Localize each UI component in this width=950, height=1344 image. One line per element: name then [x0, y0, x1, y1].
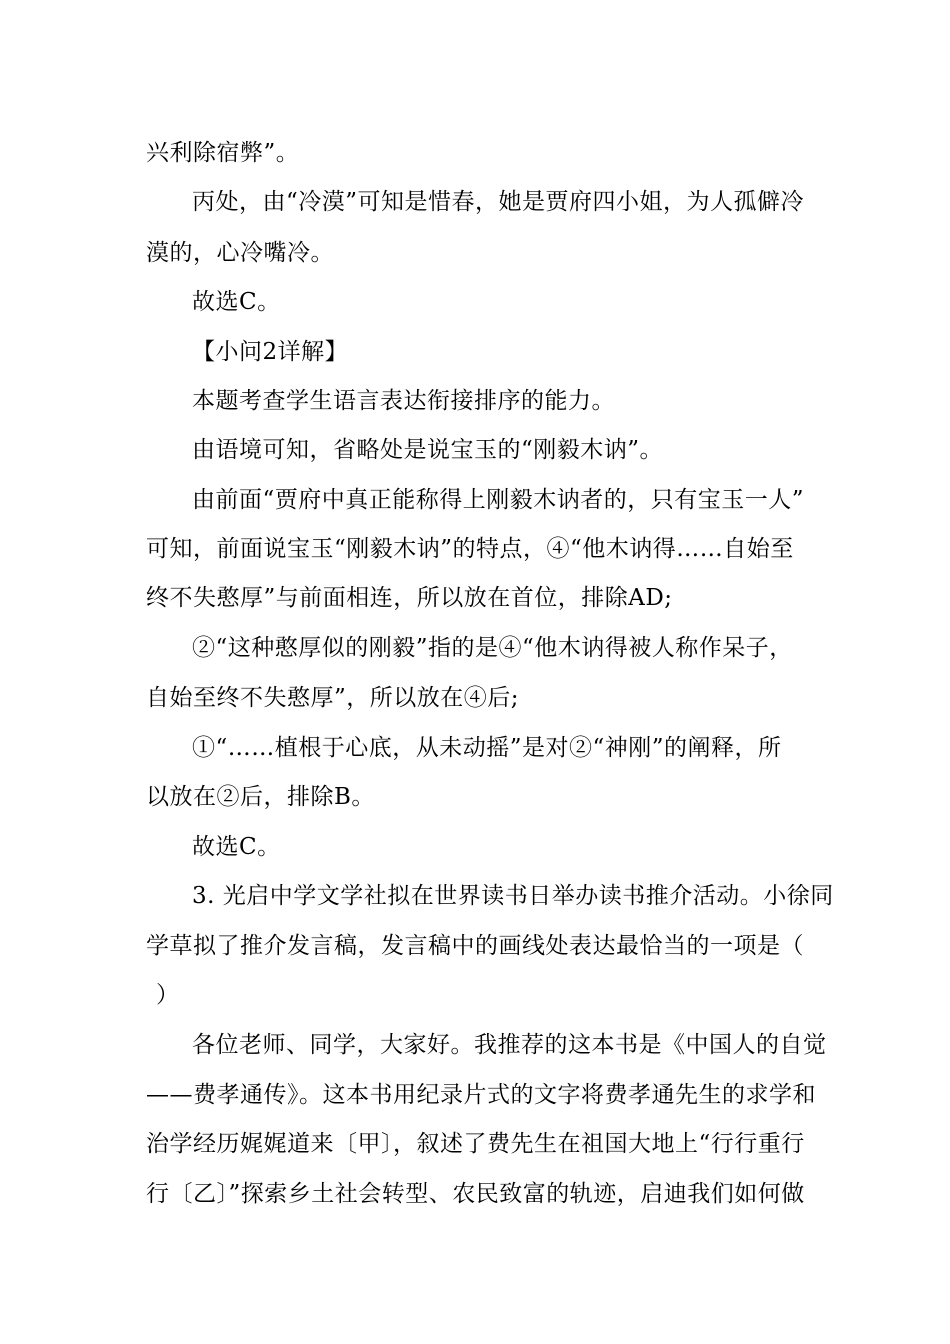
- text-line: ①“……植根于心底，从未动摇”是对②“神刚”的阐释，所: [192, 735, 782, 761]
- text-line: 终不失憨厚”与前面相连，所以放在首位，排除AD;: [146, 585, 673, 611]
- text-line: 由语境可知，省略处是说宝玉的“刚毅木讷”。: [192, 437, 664, 463]
- text-line: 兴利除宿弊”。: [146, 140, 300, 166]
- passage-text: 各位老师、同学，大家好。我推荐的这本书是《中国人的自觉: [192, 1032, 827, 1058]
- text-line: 漠的，心冷嘴冷。: [146, 240, 334, 266]
- passage-text: ——费孝通传》。这本书用纪录片式的文字将费孝通先生的求学和: [146, 1082, 816, 1108]
- text-line: 自始至终不失憨厚”，所以放在④后;: [146, 685, 520, 711]
- section-heading: 【小问2详解】: [192, 339, 349, 365]
- passage-text: 治学经历娓娓道来〔甲〕，叙述了费先生在祖国大地上“行行重行: [146, 1131, 805, 1157]
- passage-text: 行〔乙〕”探索乡土社会转型、农民致富的轨迹，启迪我们如何做: [146, 1181, 805, 1207]
- text-line: 故选C。: [192, 289, 281, 315]
- text-line: 以放在②后，排除B。: [146, 784, 375, 810]
- text-line: 可知，前面说宝玉“刚毅木讷”的特点，④“他木讷得……自始至: [146, 536, 794, 562]
- question-text: ）: [156, 982, 180, 1008]
- text-line: 本题考查学生语言表达衔接排序的能力。: [192, 388, 615, 414]
- text-line: 丙处，由“冷漠”可知是惜春，她是贾府四小姐，为人孤僻冷: [192, 189, 805, 215]
- question-text: 3. 光启中学文学社拟在世界读书日举办读书推介活动。小徐同: [192, 883, 834, 909]
- text-line: ②“这种憨厚似的刚毅”指的是④“他木讷得被人称作呆子，: [192, 635, 793, 661]
- question-text: 学草拟了推介发言稿，发言稿中的画线处表达最恰当的一项是（: [146, 933, 804, 959]
- text-line: 由前面“贾府中真正能称得上刚毅木讷者的，只有宝玉一人”: [192, 487, 805, 513]
- text-line: 故选C。: [192, 834, 281, 860]
